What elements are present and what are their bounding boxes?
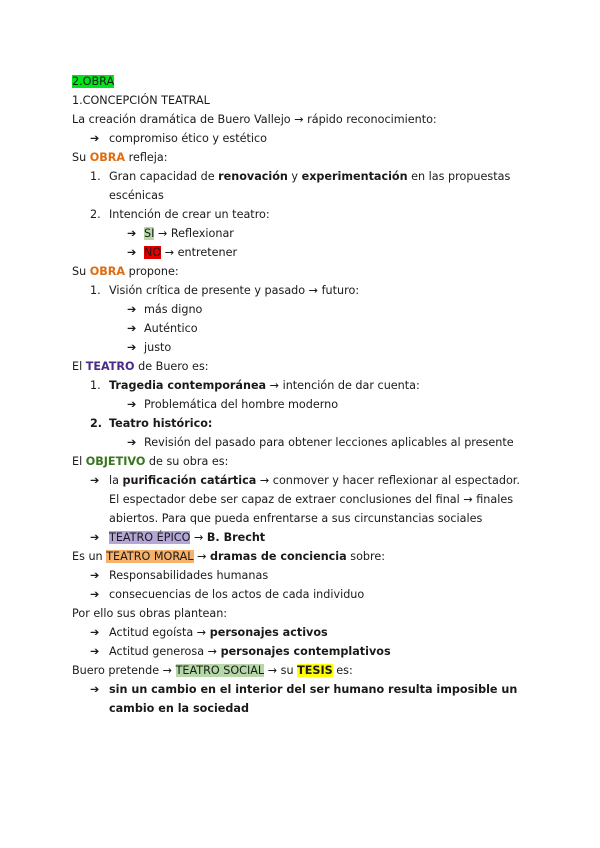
arrow-icon: ➔: [127, 398, 137, 411]
moral-heading: Es un TEATRO MORAL → dramas de conciencia sobre:: [72, 550, 386, 563]
objetivo-heading: El OBJETIVO de su obra es:: [72, 455, 229, 468]
arrow-icon: ➔: [90, 588, 100, 601]
heading-obra: 2.OBRA: [72, 75, 115, 88]
arrow-icon: ➔: [90, 474, 100, 487]
section-title: 1.CONCEPCIÓN TEATRAL: [72, 94, 210, 107]
refleja-heading: Su OBRA refleja:: [72, 151, 168, 164]
arrow-icon: ➔: [127, 436, 137, 449]
propone-heading: Su OBRA propone:: [72, 265, 179, 278]
arrow-icon: ➔: [90, 645, 100, 658]
arrow-icon: ➔: [127, 227, 137, 240]
objetivo-bullet-1-l2: El espectador debe ser capaz de extraer conclusiones del final → finales: [109, 493, 514, 506]
plantean-heading: Por ello sus obras plantean:: [72, 607, 228, 620]
arrow-icon: ➔: [90, 683, 100, 696]
arrow-icon: ➔: [90, 626, 100, 639]
refleja-item-1-cont: escénicas: [109, 189, 164, 202]
arrow-icon: ➔: [90, 531, 100, 544]
teatro-heading: El TEATRO de Buero es:: [72, 360, 209, 373]
objetivo-bullet-1-l3: abiertos. Para que pueda enfrentarse a sus circunstancias sociales: [109, 512, 483, 525]
document-page: 2.OBRA 1.CONCEPCIÓN TEATRAL La creación dramática de Buero Vallejo → rápido reconocimiento: ➔ compromiso ético y estético Su OBRA refleja: 1. Gran capacidad de renovación y experimentación en las propuestas escénicas 2. Intención de crear un teatro: ➔ SI → Reflexionar ➔ NO → entretener Su OBRA propone: 1. Visión crítica de presente y pasado → futuro: ➔ más digno ➔ Auténtico ➔ justo El TEATRO de Buero es: 1. Tragedia contemporánea → intención de dar cuenta: ➔ Problemática del hombre moderno 2. Teatro histórico: ➔ Revisión del pasado para obtener lecciones aplicables al presente El OBJETIVO de su obra es: ➔ la purificación catártica → conmover y hacer reflexionar al espectador. El espectador debe ser capaz de extraer conclusiones del final → finales abiertos. Para que pueda enfrentarse a sus circunstancias sociales ➔ TEATRO ÉPICO → B. Brecht Es un TEATRO MORAL → dramas de conciencia sobre: ➔ Responsabilidades humanas ➔ consecuencias de los actos de cada individuo Por ello sus obras plantean: ➔ Actitud egoísta → personajes activos ➔ Actitud generosa → personajes contemplativos Buero pretende → TEATRO SOCIAL → su TESIS es: ➔ sin un cambio en el interior del ser humano resulta imposible un cambio en la sociedad: [0, 0, 600, 848]
arrow-icon: ➔: [127, 246, 137, 259]
arrow-icon: ➔: [127, 322, 137, 335]
social-heading: Buero pretende → TEATRO SOCIAL → su TESIS es:: [72, 664, 353, 677]
arrow-icon: ➔: [90, 132, 100, 145]
arrow-icon: ➔: [90, 569, 100, 582]
arrow-icon: ➔: [127, 341, 137, 354]
social-thesis-l2: cambio en la sociedad: [109, 702, 249, 715]
arrow-icon: ➔: [127, 303, 137, 316]
intro-line: La creación dramática de Buero Vallejo → rápido reconocimiento:: [72, 113, 437, 126]
